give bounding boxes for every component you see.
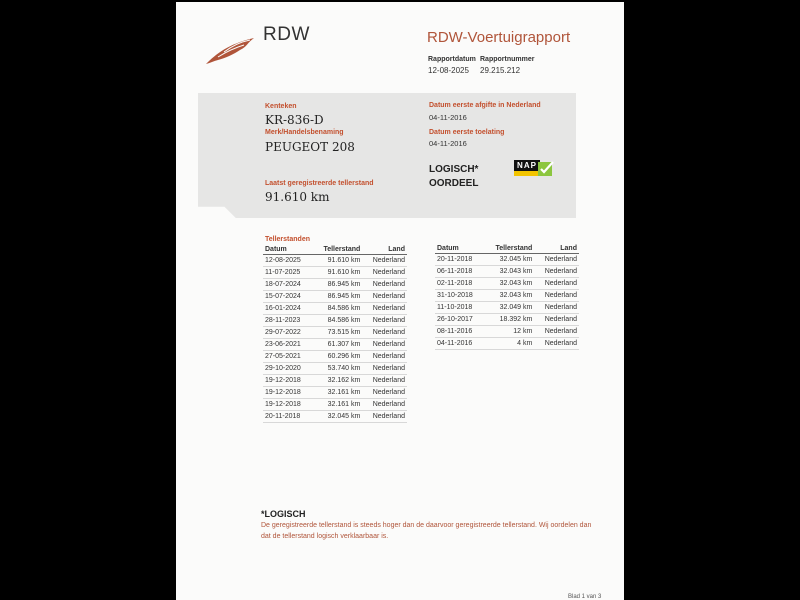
cell-reading: 32.045 km	[484, 254, 534, 266]
cell-country: Nederland	[362, 339, 407, 351]
cell-reading: 18.392 km	[484, 314, 534, 326]
table-row	[435, 314, 579, 326]
cell-reading: 32.045 km	[312, 411, 362, 423]
cell-reading: 32.049 km	[484, 302, 534, 314]
cell-country: Nederland	[362, 279, 407, 291]
cell-country: Nederland	[362, 363, 407, 375]
cell-country: Nederland	[362, 375, 407, 387]
page-number: Blad 1 van 3	[568, 594, 602, 600]
cell-reading: 61.307 km	[312, 339, 362, 351]
make-label: Merk/Handelsbenaming	[265, 129, 344, 136]
cell-country: Nederland	[534, 290, 579, 302]
table-row	[263, 327, 407, 339]
table-row	[435, 338, 579, 350]
cell-reading: 32.043 km	[484, 278, 534, 290]
logo-text: RDW	[263, 24, 310, 45]
rdw-logo-icon	[204, 36, 256, 66]
table-row	[263, 279, 407, 291]
col-date: Datum	[435, 244, 484, 254]
cell-date: 04-11-2016	[435, 338, 484, 350]
report-number-label: Rapportnummer	[480, 56, 535, 63]
cell-date: 06-11-2018	[435, 266, 484, 278]
table-row	[435, 266, 579, 278]
report-date: 12-08-2025	[428, 66, 469, 75]
table-header-row	[435, 244, 579, 254]
cell-date: 12-08-2025	[263, 255, 312, 267]
cell-country: Nederland	[534, 278, 579, 290]
cell-date: 20-11-2018	[435, 254, 484, 266]
table-row	[435, 278, 579, 290]
report-title: RDW-Voertuigrapport	[427, 29, 571, 46]
cell-reading: 86.945 km	[312, 291, 362, 303]
cell-country: Nederland	[362, 411, 407, 423]
cell-date: 02-11-2018	[435, 278, 484, 290]
odo-value: 91.610 km	[265, 190, 330, 204]
cell-date: 19-12-2018	[263, 387, 312, 399]
verdict-text	[429, 163, 478, 191]
verdict-line2: OORDEEL	[429, 178, 479, 189]
cell-date: 19-12-2018	[263, 399, 312, 411]
cell-reading: 86.945 km	[312, 279, 362, 291]
cell-country: Nederland	[362, 267, 407, 279]
cell-reading: 12 km	[484, 326, 534, 338]
cell-country: Nederland	[534, 266, 579, 278]
cell-date: 08-11-2016	[435, 326, 484, 338]
cell-country: Nederland	[362, 387, 407, 399]
cell-date: 26-10-2017	[435, 314, 484, 326]
cell-reading: 32.043 km	[484, 290, 534, 302]
cell-reading: 91.610 km	[312, 255, 362, 267]
table-row	[435, 290, 579, 302]
report-page	[176, 2, 624, 600]
cell-country: Nederland	[362, 327, 407, 339]
cell-country: Nederland	[534, 326, 579, 338]
cell-country: Nederland	[362, 255, 407, 267]
cell-reading: 60.296 km	[312, 351, 362, 363]
make-value: PEUGEOT 208	[265, 140, 355, 154]
cell-country: Nederland	[534, 338, 579, 350]
report-number: 29.215.212	[480, 66, 521, 75]
first-admission-label: Datum eerste toelating	[429, 129, 505, 136]
cell-country: Nederland	[534, 314, 579, 326]
cell-date: 28-11-2023	[263, 315, 312, 327]
table-row	[263, 315, 407, 327]
check-icon	[538, 160, 554, 176]
cell-country: Nederland	[362, 351, 407, 363]
cell-date: 11-07-2025	[263, 267, 312, 279]
cell-date: 31-10-2018	[435, 290, 484, 302]
cell-reading: 32.162 km	[312, 375, 362, 387]
col-date: Datum	[263, 245, 312, 255]
cell-date: 27-05-2021	[263, 351, 312, 363]
nap-badge-text: NAP	[514, 160, 540, 171]
table-row	[263, 351, 407, 363]
table-row	[263, 363, 407, 375]
table-row	[263, 291, 407, 303]
odometer-title: Tellerstanden	[265, 236, 310, 243]
cell-date: 16-01-2024	[263, 303, 312, 315]
cell-date: 15-07-2024	[263, 291, 312, 303]
footer-title: *LOGISCH	[261, 509, 306, 519]
table-row	[435, 302, 579, 314]
table-row	[263, 387, 407, 399]
table-row	[263, 399, 407, 411]
odometer-table-right	[435, 244, 579, 350]
cell-date: 11-10-2018	[435, 302, 484, 314]
cell-country: Nederland	[362, 315, 407, 327]
cell-date: 29-10-2020	[263, 363, 312, 375]
odometer-table-left	[263, 245, 407, 423]
first-issue-nl-label: Datum eerste afgifte in Nederland	[429, 102, 541, 109]
odo-label: Laatst geregistreerde tellerstand	[265, 180, 374, 187]
cell-reading: 4 km	[484, 338, 534, 350]
table-row	[263, 267, 407, 279]
cell-reading: 32.043 km	[484, 266, 534, 278]
cell-date: 23-06-2021	[263, 339, 312, 351]
cell-country: Nederland	[362, 291, 407, 303]
cell-country: Nederland	[362, 303, 407, 315]
first-issue-nl-value: 04-11-2016	[429, 113, 467, 122]
col-country: Land	[534, 244, 579, 254]
cell-date: 19-12-2018	[263, 375, 312, 387]
cell-reading: 84.586 km	[312, 303, 362, 315]
table-row	[263, 255, 407, 267]
table-row	[435, 326, 579, 338]
vehicle-info-box	[198, 93, 576, 218]
col-reading: Tellerstand	[312, 245, 362, 255]
cell-reading: 32.161 km	[312, 387, 362, 399]
cell-country: Nederland	[534, 254, 579, 266]
cell-reading: 84.586 km	[312, 315, 362, 327]
table-row	[435, 254, 579, 266]
cell-reading: 53.740 km	[312, 363, 362, 375]
table-row	[263, 339, 407, 351]
cell-country: Nederland	[534, 302, 579, 314]
nap-badge-stripe	[514, 171, 540, 176]
table-row	[263, 303, 407, 315]
verdict-line1: LOGISCH*	[429, 164, 479, 175]
table-header-row	[263, 245, 407, 255]
col-country: Land	[362, 245, 407, 255]
cell-date: 18-07-2024	[263, 279, 312, 291]
cell-reading: 32.161 km	[312, 399, 362, 411]
table-row	[263, 375, 407, 387]
first-admission-value: 04-11-2016	[429, 139, 467, 148]
nap-badge	[514, 160, 554, 177]
table-row	[263, 411, 407, 423]
cell-reading: 91.610 km	[312, 267, 362, 279]
report-date-label: Rapportdatum	[428, 56, 476, 63]
plate-value: KR-836-D	[265, 113, 324, 127]
footer-text: De geregistreerde tellerstand is steeds hoger dan de daarvoor geregistreerde tellerstand. Wij oordelen dan dat de tellerstand logisch verklaarbaar is.	[261, 522, 592, 540]
cell-country: Nederland	[362, 399, 407, 411]
cell-date: 29-07-2022	[263, 327, 312, 339]
cell-reading: 73.515 km	[312, 327, 362, 339]
col-reading: Tellerstand	[484, 244, 534, 254]
plate-label: Kenteken	[265, 103, 297, 110]
cell-date: 20-11-2018	[263, 411, 312, 423]
